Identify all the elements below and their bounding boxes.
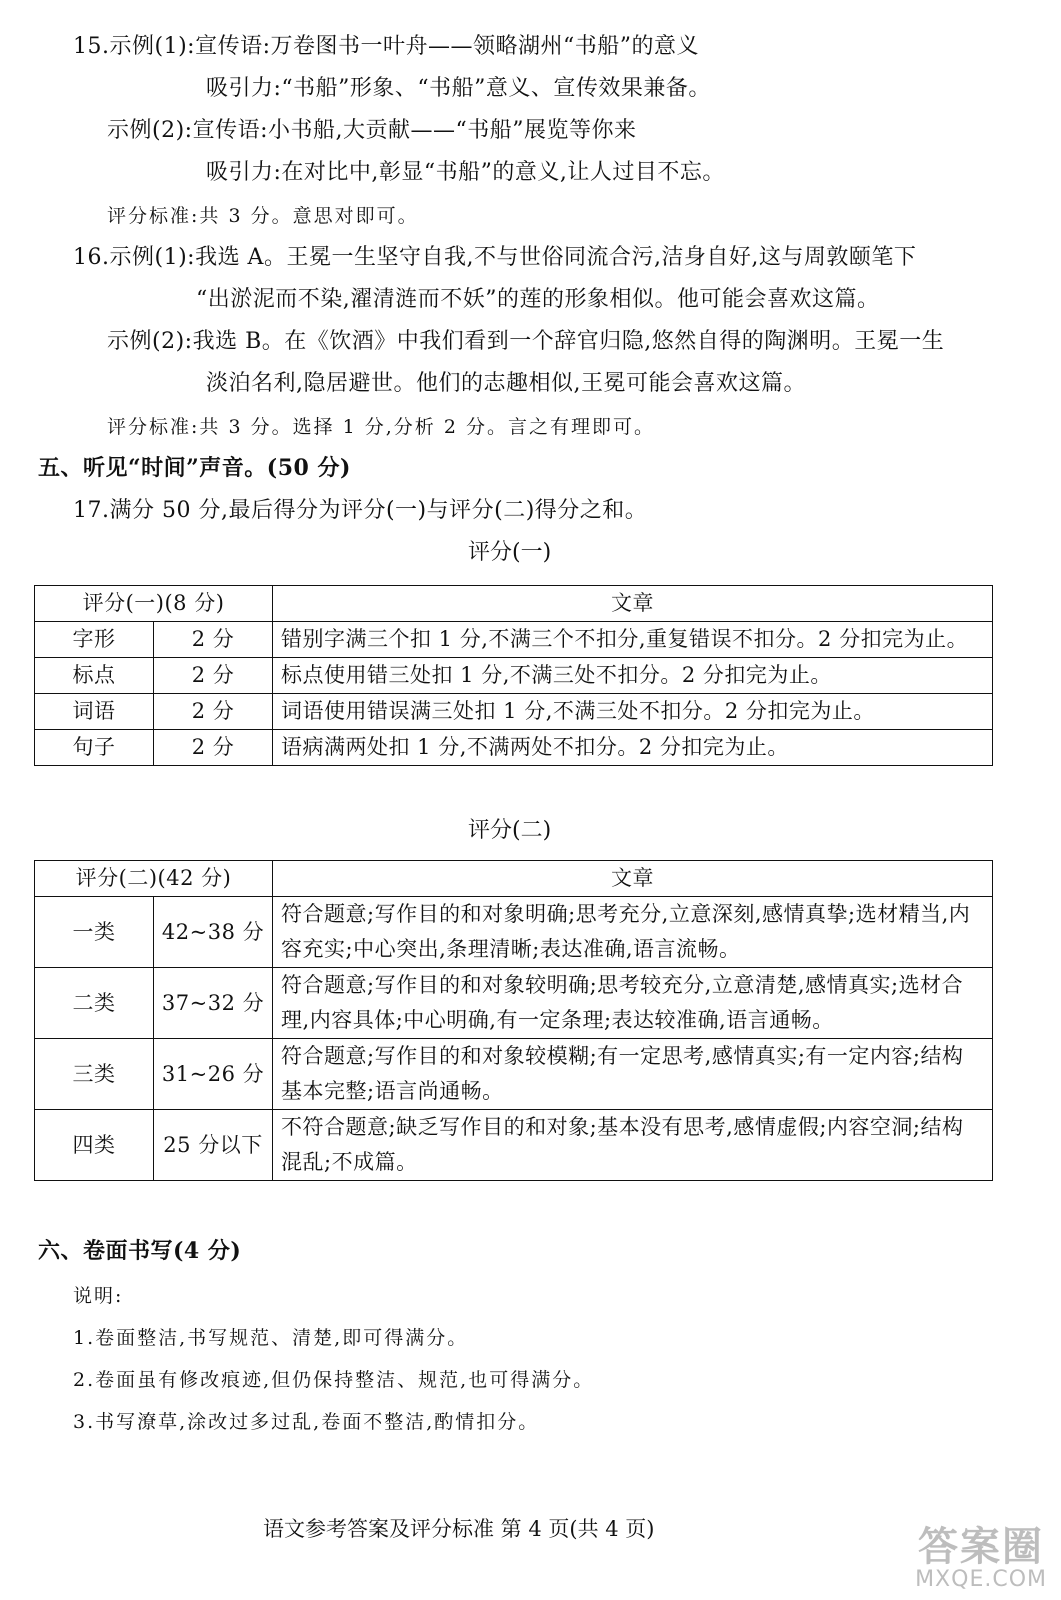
q16-example2-line2: 淡泊名利,隐居避世。他们的志趣相似,王冕可能会喜欢这篇。	[206, 371, 806, 396]
table1-item: 字形	[35, 622, 154, 658]
table2-header-row	[35, 861, 993, 897]
table-row	[35, 1039, 993, 1110]
table-row	[35, 658, 993, 694]
table2-item: 一类	[35, 897, 154, 968]
table1-item: 标点	[35, 658, 154, 694]
page-footer: 语文参考答案及评分标准 第 4 页(共 4 页)	[263, 1517, 655, 1541]
table2-item: 二类	[35, 968, 154, 1039]
table1-desc: 标点使用错三处扣 1 分,不满三处不扣分。2 分扣完为止。	[273, 658, 993, 694]
table1-score: 2 分	[154, 694, 273, 730]
table1-desc: 错别字满三个扣 1 分,不满三个不扣分,重复错误不扣分。2 分扣完为止。	[273, 622, 993, 658]
q15-example2-slogan: 示例(2):宣传语:小书船,大贡献——“书船”展览等你来	[107, 118, 637, 143]
table-row	[35, 694, 993, 730]
watermark-logo-text: 答案圈	[918, 1523, 1045, 1570]
q15-example1-attraction: 吸引力:“书船”形象、“书船”意义、宣传效果兼备。	[206, 76, 711, 101]
table2-header-right: 文章	[273, 861, 993, 897]
section6-intro: 说明:	[73, 1285, 124, 1307]
table1-item: 句子	[35, 730, 154, 766]
table1-desc: 词语使用错误满三处扣 1 分,不满三处不扣分。2 分扣完为止。	[273, 694, 993, 730]
table2-item: 四类	[35, 1110, 154, 1181]
table2-desc: 符合题意;写作目的和对象较明确;思考较充分,立意清楚,感情真实;选材合理,内容具体;中心明确,有一定条理;表达较准确,语言通畅。	[273, 968, 993, 1039]
table-row	[35, 897, 993, 968]
table2-desc: 符合题意;写作目的和对象较模糊;有一定思考,感情真实;有一定内容;结构基本完整;语言尚通畅。	[273, 1039, 993, 1110]
table1-caption: 评分(一)	[468, 540, 552, 565]
q17-description: 17.满分 50 分,最后得分为评分(一)与评分(二)得分之和。	[73, 498, 648, 523]
table1-header-left: 评分(一)(8 分)	[35, 586, 273, 622]
table2-caption: 评分(二)	[468, 818, 552, 843]
table2-score: 42~38 分	[154, 897, 273, 968]
table2-score: 25 分以下	[154, 1110, 273, 1181]
section6-heading: 六、卷面书写(4 分)	[38, 1238, 242, 1264]
watermark-logo	[915, 1523, 1047, 1592]
section5-heading: 五、听见“时间”声音。(50 分)	[38, 455, 351, 481]
q16-scoring-standard: 评分标准:共 3 分。选择 1 分,分析 2 分。言之有理即可。	[107, 416, 655, 438]
table1-score: 2 分	[154, 622, 273, 658]
table-row	[35, 1110, 993, 1181]
table-row	[35, 622, 993, 658]
section6-item-1: 1.卷面整洁,书写规范、清楚,即可得满分。	[73, 1327, 469, 1349]
scoring-table-1	[34, 585, 993, 766]
q16-example1-line1: 16.示例(1):我选 A。王冕一生坚守自我,不与世俗同流合污,洁身自好,这与周敦颐笔下	[73, 245, 917, 270]
q15-example2-attraction: 吸引力:在对比中,彰显“书船”的意义,让人过目不忘。	[206, 160, 725, 185]
table1-item: 词语	[35, 694, 154, 730]
table-row	[35, 968, 993, 1039]
table-row	[35, 730, 993, 766]
section6-item-3: 3.书写潦草,涂改过多过乱,卷面不整洁,酌情扣分。	[73, 1411, 540, 1433]
q16-example2-line1: 示例(2):我选 B。在《饮酒》中我们看到一个辞官归隐,悠然自得的陶渊明。王冕一生	[107, 329, 945, 354]
watermark-url: MXQE.COM	[915, 1567, 1047, 1592]
table2-item: 三类	[35, 1039, 154, 1110]
q16-example1-line2: “出淤泥而不染,濯清涟而不妖”的莲的形象相似。他可能会喜欢这篇。	[196, 287, 880, 312]
q15-example1-slogan: 15.示例(1):宣传语:万卷图书一叶舟——领略湖州“书船”的意义	[73, 34, 699, 59]
table2-desc: 符合题意;写作目的和对象明确;思考充分,立意深刻,感情真挚;选材精当,内容充实;中心突出,条理清晰;表达准确,语言流畅。	[273, 897, 993, 968]
table2-desc: 不符合题意;缺乏写作目的和对象;基本没有思考,感情虚假;内容空洞;结构混乱;不成篇。	[273, 1110, 993, 1181]
table1-header-row	[35, 586, 993, 622]
q15-scoring-standard: 评分标准:共 3 分。意思对即可。	[107, 205, 419, 227]
table1-header-right: 文章	[273, 586, 993, 622]
table1-desc: 语病满两处扣 1 分,不满两处不扣分。2 分扣完为止。	[273, 730, 993, 766]
table1-score: 2 分	[154, 658, 273, 694]
section6-item-2: 2.卷面虽有修改痕迹,但仍保持整洁、规范,也可得满分。	[73, 1369, 595, 1391]
table2-score: 37~32 分	[154, 968, 273, 1039]
table2-header-left: 评分(二)(42 分)	[35, 861, 273, 897]
table1-score: 2 分	[154, 730, 273, 766]
table2-score: 31~26 分	[154, 1039, 273, 1110]
scoring-table-2	[34, 860, 993, 1181]
